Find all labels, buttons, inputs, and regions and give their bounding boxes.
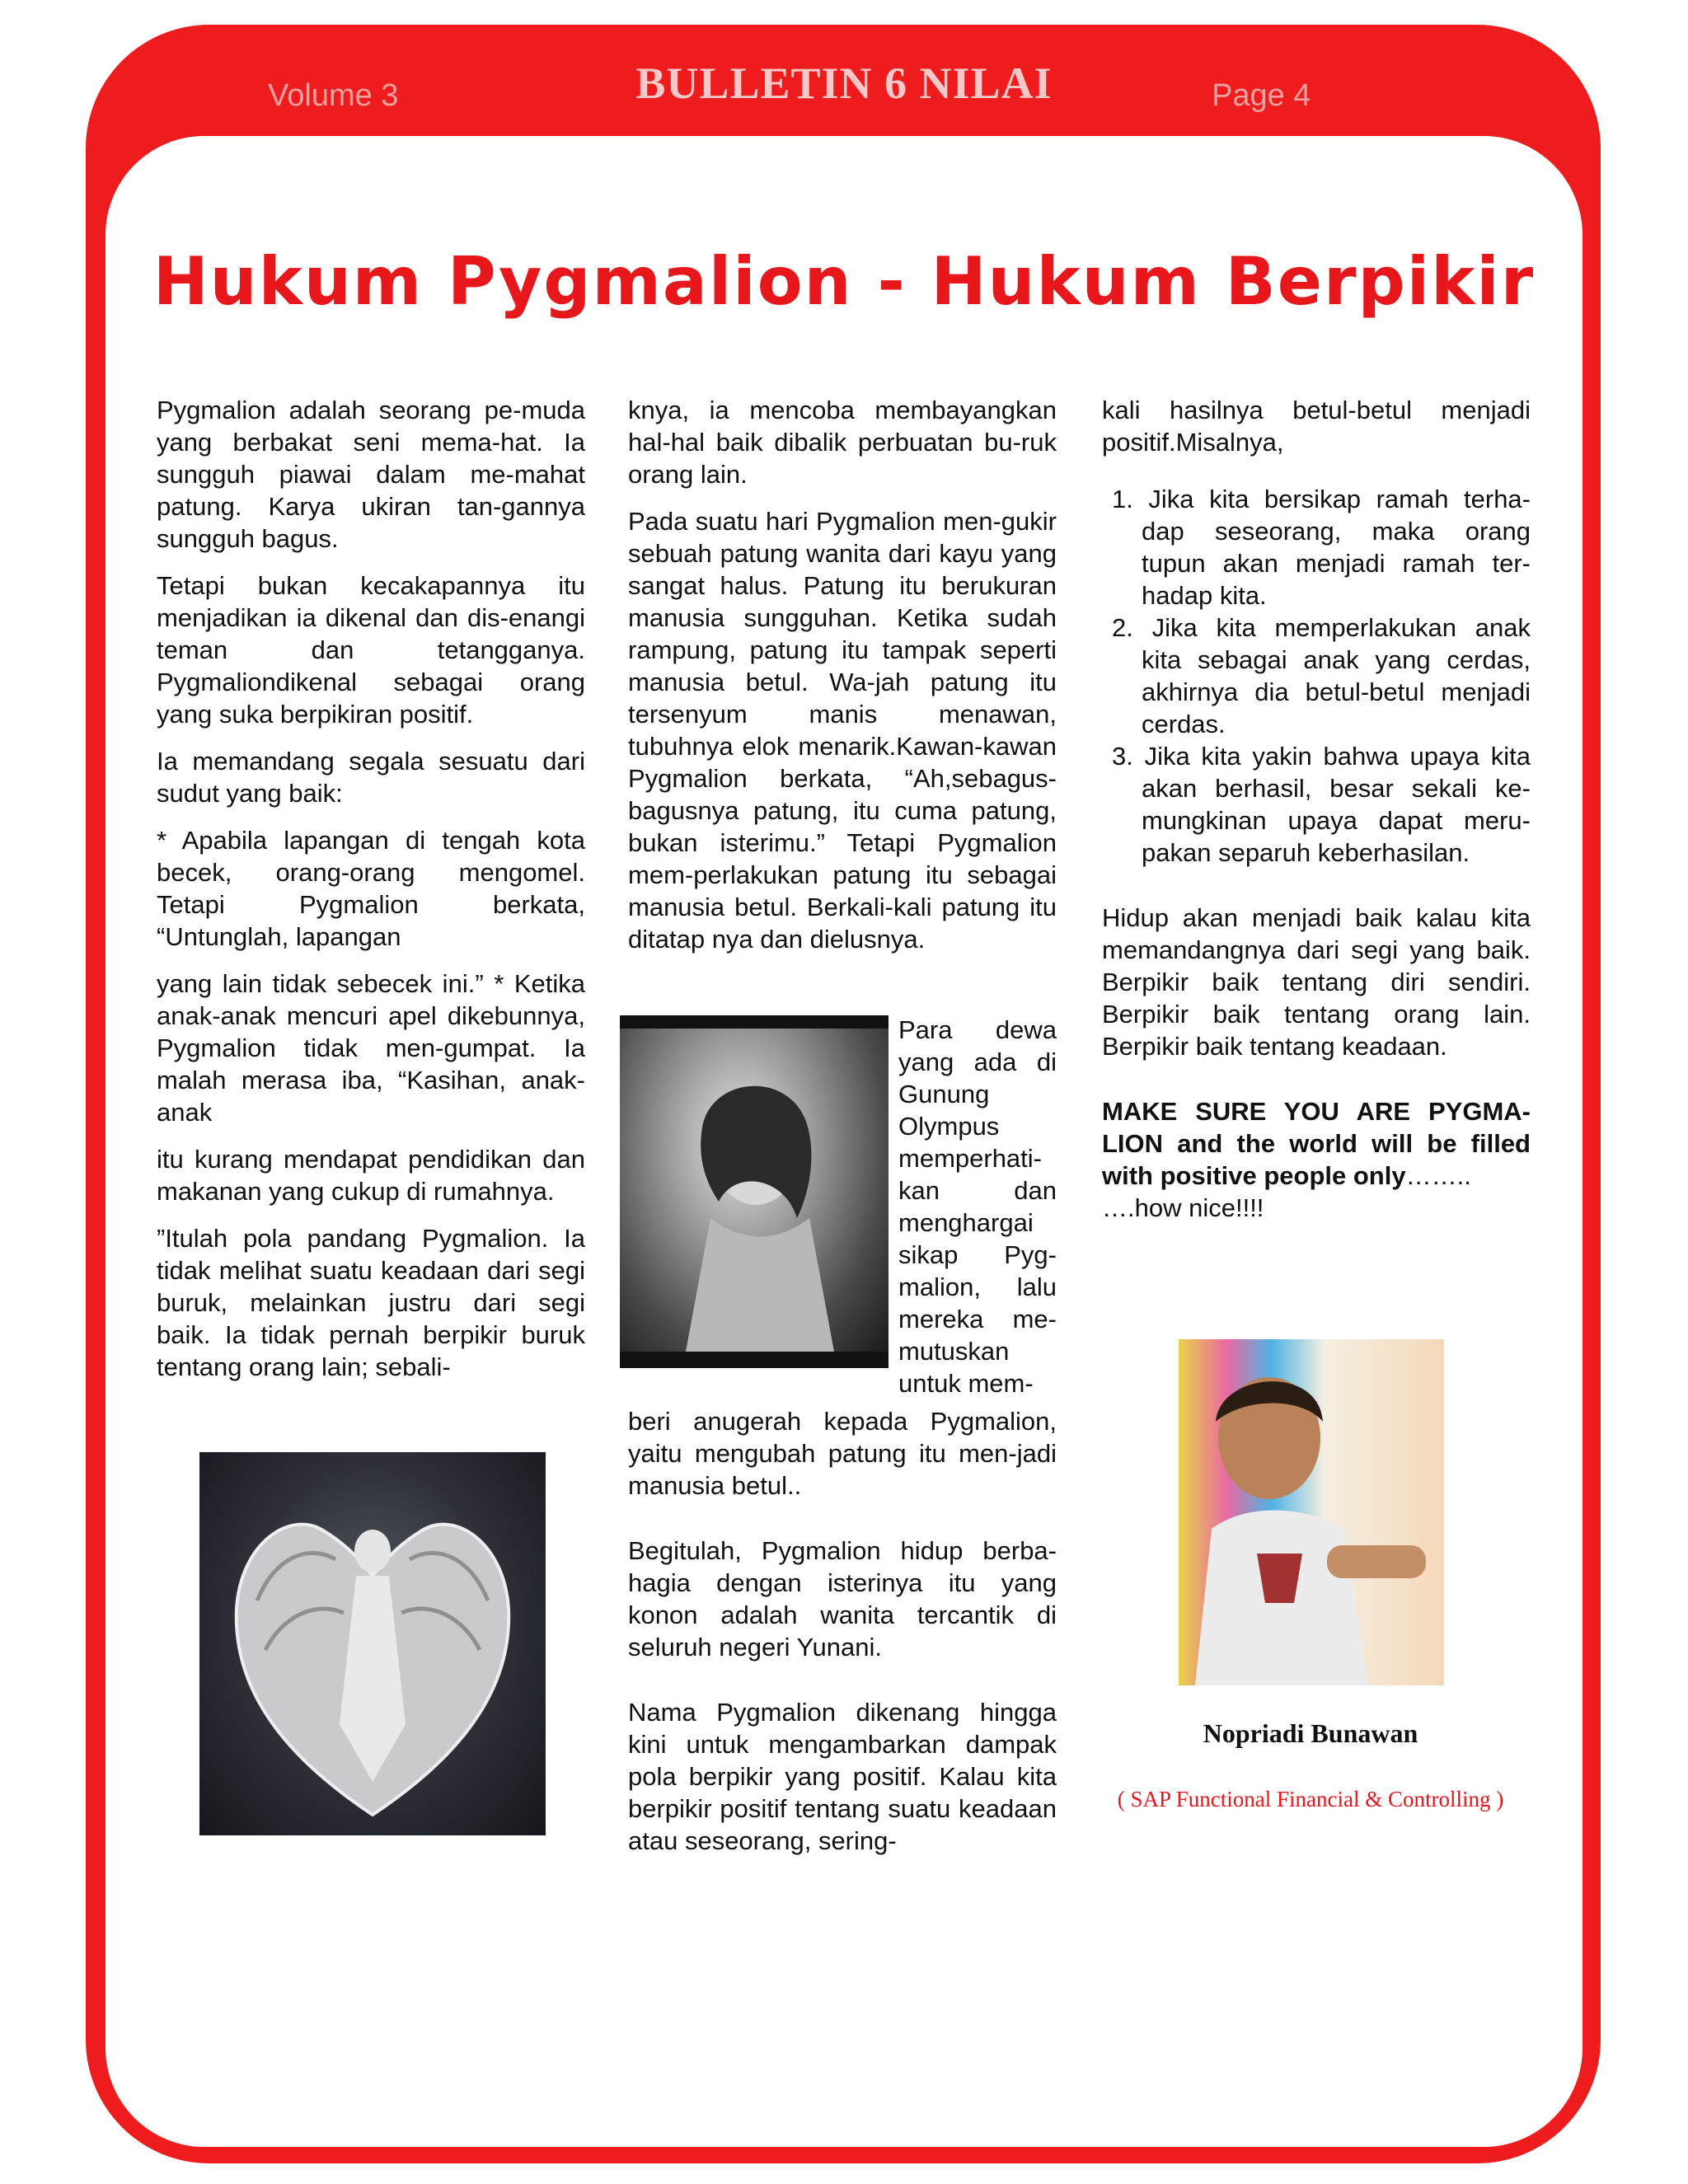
list-item: 2. Jika kita memperlakukan anak kita sebagai anak yang cerdas, akhirnya dia betul-betul menjadi cerdas. [1112, 613, 1531, 738]
article-column-3 [1102, 394, 1531, 1239]
paragraph: yang lain tidak sebecek ini.” * Ketika anak-anak mencuri apel dikebunnya, Pygmalion tidak men-gumpat. Ia malah merasa iba, “Kasihan, anak-anak [157, 969, 585, 1127]
bulletin-title: BULLETIN 6 NILAI [635, 59, 1053, 108]
paragraph: * Apabila lapangan di tengah kota becek, orang-orang mengomel. Tetapi Pygmalion berkata, “Untunglah, lapangan [157, 826, 585, 951]
paragraph: Begitulah, Pygmalion hidup berba-hagia dengan isterinya itu yang konon adalah wanita tercantik di seluruh negeri Yunani. [628, 1536, 1057, 1661]
article-column-1 [157, 394, 585, 1398]
author-figure [1179, 1339, 1444, 1685]
closing-note-bold: MAKE SURE YOU ARE PYGMA-LION and the world will be filled with positive people only [1102, 1097, 1531, 1190]
woman-photo [620, 1015, 889, 1368]
paragraph: Pada suatu hari Pygmalion men-gukir sebuah patung wanita dari kayu yang sangat halus. Patung itu berukuran manusia sungguhan. Ketika sudah rampung, patung itu tampak seperti manusia betul. Wa-jah patung itu tersenyum manis menawan, tubuhnya elok menarik.Kawan-kawan Pygmalion berkata, “Ah,sebagus- bagusnya patung, itu cuma patung, bukan isterimu.” Tetapi Pygmalion mem-perlakukan patung itu sebagai manusia betul. Berkali-kali patung itu ditatap nya dan dielusnya. [628, 507, 1057, 954]
list-item: 1. Jika kita bersikap ramah terha-dap seseorang, maka orang tupun akan menjadi ramah ter-hadap kita. [1112, 485, 1531, 610]
angel-statue-image [199, 1452, 546, 1835]
paragraph: Hidup akan menjadi baik kalau kita memandangnya dari segi yang baik. Berpikir baik tentang diri sendiri. Berpikir baik tentang orang lain. Berpikir baik tentang keadaan. [1102, 903, 1531, 1061]
paragraph: beri anugerah kepada Pygmalion, yaitu mengubah patung itu men-jadi manusia betul.. [628, 1407, 1057, 1500]
paragraph: Pygmalion adalah seorang pe-muda yang berbakat seni mema-hat. Ia sungguh piawai dalam me-mahat patung. Karya ukiran tan-gannya sungguh bagus. [157, 396, 585, 553]
article-column-2 [628, 394, 1057, 970]
author-photo [1179, 1339, 1444, 1685]
volume-label: Volume 3 [268, 78, 399, 113]
paragraph: Ia memandang segala sesuatu dari sudut yang baik: [157, 747, 585, 808]
paragraph: itu kurang mendapat pendidikan dan makanan yang cukup di rumahnya. [157, 1145, 585, 1206]
paragraph: Nama Pygmalion dikenang hingga kini untuk mengambarkan dampak pola berpikir yang positif. Kalau kita berpikir positif tentang suatu keadaan atau seseorang, sering- [628, 1698, 1057, 1855]
closing-note-tail: …….. ….how nice!!!! [1102, 1161, 1471, 1222]
paragraph: Tetapi bukan kecakapannya itu menjadikan ia dikenal dan dis-enangi teman dan tetangganya. Pygmaliondikenal sebagai orang yang suka berpikiran positif. [157, 571, 585, 729]
page-number: Page 4 [1212, 78, 1311, 113]
author-name: Nopriadi Bunawan [1203, 1718, 1418, 1748]
paragraph: kali hasilnya betul-betul menjadi positif.Misalnya, [1102, 396, 1531, 457]
author-role: ( SAP Functional Financial & Controlling ) [1117, 1787, 1504, 1811]
paragraph: knya, ia mencoba membayangkan hal-hal baik dibalik perbuatan bu-ruk orang lain. [628, 396, 1057, 489]
example-list [1102, 483, 1531, 869]
list-item: 3. Jika kita yakin bahwa upaya kita akan berhasil, besar sekali ke-mungkinan upaya dapat meru-pakan separuh keberhasilan. [1112, 742, 1531, 867]
article-title: Hukum Pygmalion - Hukum Berpikir [152, 243, 1536, 320]
floating-paragraph: Para dewa yang ada di Gunung Olympus memperhati-kan dan menghargai sikap Pyg-malion, lalu mereka me-mutuskan untuk mem- [898, 1015, 1057, 1398]
woman-figure [620, 1029, 889, 1352]
closing-note [1102, 1095, 1531, 1224]
paragraph: ”Itulah pola pandang Pygmalion. Ia tidak melihat suatu keadaan dari segi buruk, melainkan justru dari segi baik. Ia tidak pernah berpikir buruk tentang orang lain; sebali- [157, 1224, 585, 1381]
woman-photo-image [620, 1029, 889, 1352]
article-column-2-continued [628, 1405, 1057, 1872]
angel-statue-illustration [199, 1452, 546, 1835]
